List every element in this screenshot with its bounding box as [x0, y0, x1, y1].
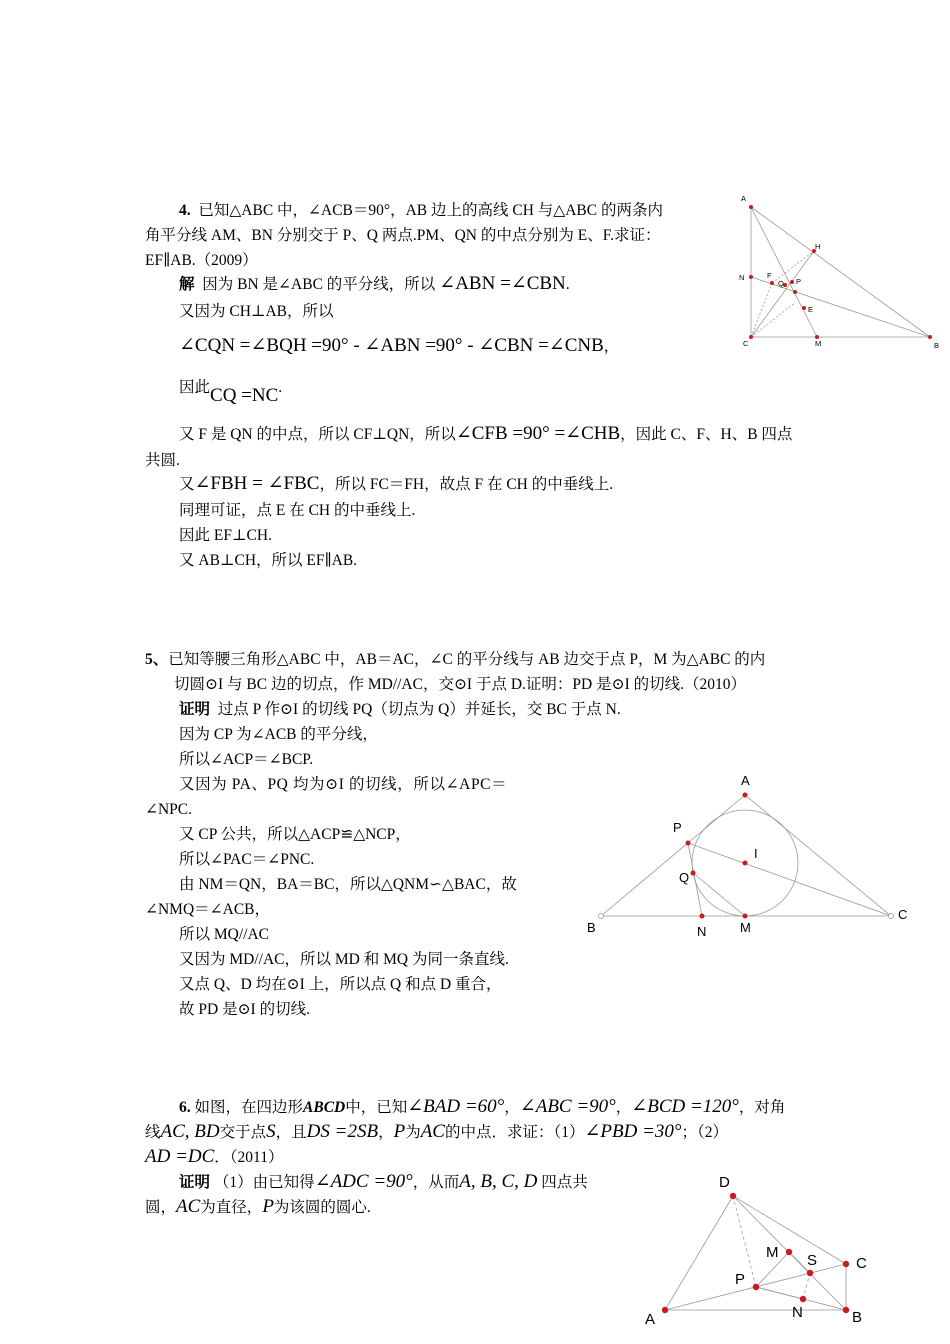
p4-sol7-math: ∠FBH = ∠FBC — [194, 473, 320, 494]
p6-l2-text-d: ， — [378, 1124, 394, 1141]
p6-l1-abcd: ABCD — [303, 1099, 346, 1116]
p4-statement-line2: 角平分线 AM、BN 分别交于 P、Q 两点.PM、QN 的中点分别为 E、F.求证： — [145, 227, 661, 244]
p6-l2-text-b: 交于点 — [219, 1124, 267, 1141]
p6-l1-text-a: 如图，在四边形 — [194, 1099, 304, 1116]
p5-proof-line12: 又点 Q、D 均在⊙I 上，所以点 Q 和点 D 重合， — [179, 976, 502, 993]
p6-label-B: B — [852, 1309, 863, 1326]
p5-proof-line10: 所以 MQ//AC — [179, 926, 269, 943]
p5-label-Q: Q — [679, 870, 690, 885]
p4-sol5-math: ∠CFB =90° =∠CHB — [455, 423, 621, 444]
p6-l2-text-c: ，且 — [275, 1124, 307, 1141]
p4-solution-line2: 又因为 CH⊥AB，所以 — [179, 303, 334, 320]
p4-label-P: P — [796, 277, 802, 286]
p4-label-N: N — [739, 273, 745, 282]
p4-statement-line3: EF∥AB.（2009） — [145, 252, 258, 269]
p6-pr2-text-b: 为直径， — [200, 1199, 263, 1216]
p6-l2-math1: AC, BD — [160, 1121, 220, 1142]
p5-line1-text: 已知等腰三角形△ABC 中，AB＝AC，∠C 的平分线与 AB 边交于点 P，M 为△ABC 的内 — [168, 651, 766, 668]
p4-label-E: E — [808, 305, 814, 314]
p6-l1-math1: ∠BAD =60° — [407, 1096, 505, 1117]
p4-sol3-end: ， — [603, 338, 620, 355]
p5-proof-line4: 又因为 PA、PQ 均为⊙I 的切线，所以∠APC＝ — [179, 776, 508, 793]
p5-proof-line9: ∠NMQ＝∠ACB， — [145, 901, 271, 918]
p4-sol5-text-b: ，因此 C、F、H、B 四点 — [620, 426, 793, 443]
p5-number: 5、 — [145, 651, 169, 668]
p5-proof-line5: ∠NPC. — [145, 801, 193, 818]
p4-sol4-math: CQ =NC — [210, 385, 279, 406]
p4-sol4-end: . — [278, 379, 283, 396]
p4-sol5-text-a: 又 F 是 QN 的中点，所以 CF⊥QN，所以 — [179, 426, 456, 443]
p6-label-P: P — [735, 1271, 746, 1288]
p6-label-M: M — [766, 1244, 779, 1261]
p4-solution-line6: 共圆. — [145, 452, 180, 469]
p6-l2-math6: ∠PBD =30° — [584, 1121, 682, 1142]
p4-solution-line8: 同理可证，点 E 在 CH 的中垂线上. — [179, 502, 416, 519]
p6-label-N: N — [792, 1304, 803, 1321]
p6-l2-math2: S — [266, 1121, 276, 1142]
p6-pr1-math2: A, B, C, D — [459, 1171, 538, 1192]
p4-sol3-math: ∠CQN =∠BQH =90° - ∠ABN =90° - ∠CBN =∠CNB — [179, 335, 604, 356]
p6-label-A: A — [645, 1311, 656, 1328]
p5-proof-line8: 由 NM＝QN，BA＝BC，所以△QNM∽△BAC，故 — [179, 876, 517, 893]
p6-l2-text-e: 为 — [405, 1124, 421, 1141]
p4-label-M: M — [815, 339, 822, 348]
p6-l2-text-f: 的中点．求证：（1） — [444, 1124, 585, 1141]
p4-sol7-text-b: ，所以 FC＝FH，故点 F 在 CH 的中垂线上. — [319, 476, 614, 493]
p4-sol1-text: 因为 BN 是∠ABC 的平分线，所以 — [202, 276, 436, 293]
p6-l1-text-b: 中，已知 — [345, 1099, 408, 1116]
p6-statement-line1: 6. 如图，在四边形ABCD中，已知∠BAD =60°，∠ABC =90°，∠BCD =120°，对角 — [179, 1096, 786, 1117]
p6-pr1-text-c: 四点共 — [541, 1174, 588, 1191]
p6-pr1-text-a: （1）由已知得 — [213, 1174, 315, 1191]
p6-l1-text-c: ，对角 — [738, 1099, 786, 1116]
p6-label-S: S — [807, 1252, 818, 1269]
p6-l2-text-g: ；（2） — [681, 1124, 729, 1141]
p5-proof-line11: 又因为 MD//AC，所以 MD 和 MQ 为同一条直线. — [179, 951, 509, 968]
p6-l3-text: ．（2011） — [214, 1149, 284, 1166]
p4-label-B: B — [934, 341, 940, 350]
p5-proof-line2: 因为 CP 为∠ACB 的平分线， — [179, 726, 378, 743]
p6-l2-math5: AC — [420, 1121, 445, 1142]
p4-label-H: H — [815, 242, 821, 251]
p6-l2-math3: DS =2SB — [306, 1121, 379, 1142]
p4-sol1-end: . — [565, 276, 570, 293]
p6-l2-text-a: 线 — [145, 1124, 161, 1141]
p6-pr1-text-b: ，从而 — [412, 1174, 460, 1191]
p6-l3-math: AD =DC — [145, 1146, 215, 1167]
p5-label-M: M — [740, 920, 751, 935]
p4-label-A: A — [741, 194, 747, 203]
p5-proof-label: 证明 — [179, 701, 211, 718]
p4-label-Q: Q — [778, 279, 784, 288]
p5-statement-line2: 切圆⊙I 与 BC 边的切点，作 MD//AC，交⊙I 于点 D.证明：PD 是⊙I 的切线.（2010） — [174, 676, 747, 693]
p4-solution-line10: 又 AB⊥CH，所以 EF∥AB. — [179, 552, 358, 569]
p6-pr2-math1: AC — [176, 1196, 201, 1217]
p4-sol1-math: ∠ABN =∠CBN — [439, 273, 566, 294]
p5-proof-line7: 所以∠PAC＝∠PNC. — [179, 851, 315, 868]
p6-label-D: D — [719, 1174, 730, 1191]
p5-label-A: A — [741, 773, 750, 788]
p4-sol4-text: 因此 — [179, 379, 211, 396]
p4-label-F: F — [767, 271, 772, 280]
p5-label-P: P — [673, 820, 682, 835]
p6-l2-math4: P — [393, 1121, 406, 1142]
p5-label-I: I — [754, 846, 758, 861]
p5-proof-line13: 故 PD 是⊙I 的切线. — [179, 1001, 310, 1018]
p4-line1-text: 已知△ABC 中，∠ACB＝90°，AB 边上的高线 CH 与△ABC 的两条内 — [198, 202, 663, 219]
p5-label-C: C — [898, 907, 908, 922]
p4-sol7-text-a: 又 — [179, 476, 195, 493]
p6-pr2-text-c: 为该圆的圆心. — [273, 1199, 371, 1216]
p6-number: 6. — [179, 1099, 191, 1116]
p4-solution-label: 解 — [179, 276, 195, 293]
p4-label-C: C — [743, 339, 749, 348]
p6-pr1-math1: ∠ADC =90° — [314, 1171, 413, 1192]
p5-proof-line3: 所以∠ACP＝∠BCP. — [179, 751, 314, 768]
p4-number: 4. — [179, 202, 191, 219]
p5-p1-text: 过点 P 作⊙I 的切线 PQ（切点为 Q）并延长，交 BC 于点 N. — [217, 701, 621, 718]
p6-pr2-text-a: 圆， — [145, 1199, 177, 1216]
p6-l1-math2: ∠ABC =90° — [519, 1096, 616, 1117]
p6-l1-math3: ∠BCD =120° — [631, 1096, 739, 1117]
p6-proof-label: 证明 — [179, 1174, 211, 1191]
p6-pr2-math2: P — [262, 1196, 274, 1217]
p6-label-C: C — [856, 1255, 867, 1272]
p5-proof-line6: 又 CP 公共，所以△ACP≌△NCP， — [179, 826, 411, 843]
p4-solution-line9: 因此 EF⊥CH. — [179, 527, 272, 544]
p5-label-N: N — [697, 924, 707, 939]
p5-label-B: B — [587, 920, 596, 935]
